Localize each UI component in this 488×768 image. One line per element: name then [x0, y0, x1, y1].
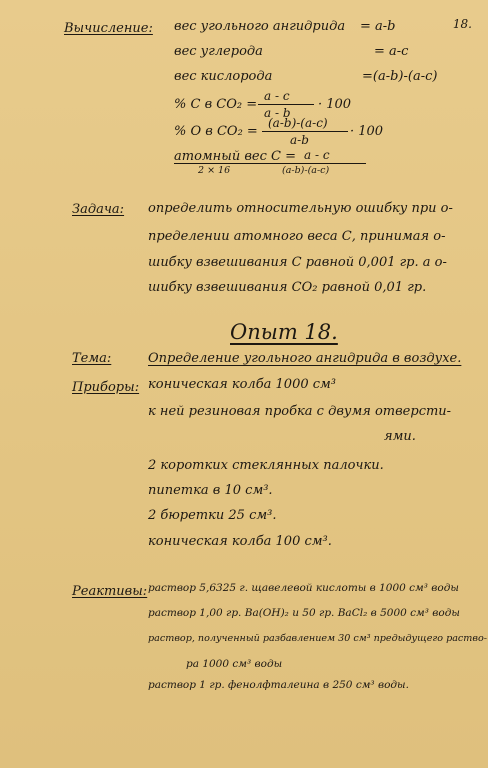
apparatus-label: Приборы:: [72, 380, 140, 395]
apparatus-line: ями.: [384, 429, 416, 444]
oxygen-weight-value: =(a-b)-(a-c): [362, 69, 438, 84]
oxygen-percent-numerator: (a-b)-(a-c): [268, 116, 328, 130]
oxygen-percent-lhs: % О в СО₂ =: [174, 124, 258, 139]
experiment-title: Опыт 18.: [230, 320, 338, 344]
co2-weight-value: = a-b: [360, 19, 396, 34]
carbon-weight-value: = a-c: [374, 44, 409, 59]
carbon-weight-label: вес углерода: [174, 44, 263, 59]
apparatus-line: 2 коротких стеклянных палочки.: [148, 458, 384, 473]
topic-text: Определение угольного ангидрида в воздухе.: [148, 351, 462, 366]
reagents-label: Реактивы:: [72, 584, 148, 599]
task-line: шибку взвешивания С равной 0,001 гр. а о-: [148, 255, 447, 270]
task-line: определить относительную ошибку при о-: [148, 201, 453, 216]
atomic-weight-numerator: a - c: [304, 148, 330, 162]
atomic-weight-lhs-denominator: 2 × 16: [198, 165, 231, 176]
carbon-percent-lhs: % С в СО₂ =: [174, 97, 258, 112]
topic-label: Тема:: [72, 351, 112, 366]
apparatus-line: коническая колба 100 см³.: [148, 534, 332, 549]
reagent-line: раствор 1 гр. фенолфталеина в 250 см³ воды.: [148, 679, 409, 691]
task-line: пределении атомного веса С, принимая о-: [148, 229, 446, 244]
carbon-percent-denominator: a - b: [264, 106, 291, 120]
carbon-percent-tail: · 100: [318, 97, 352, 112]
page-number: 18.: [452, 17, 472, 31]
fraction-bar: [280, 163, 366, 164]
atomic-weight-denominator: (a-b)-(a-c): [282, 165, 330, 176]
apparatus-line: к ней резиновая пробка с двумя отверсти-: [148, 404, 452, 419]
reagent-line: раствор 5,6325 г. щавелевой кислоты в 1000 см³ воды: [148, 582, 459, 594]
oxygen-percent-tail: · 100: [350, 124, 384, 139]
atomic-weight-lhs: атомный вес С =: [174, 149, 296, 164]
apparatus-line: 2 бюретки 25 см³.: [148, 508, 277, 523]
reagent-line: раствор, полученный разбавлением 30 см³ предыдущего раство-: [148, 633, 488, 644]
calculation-label: Вычисление:: [64, 21, 153, 36]
co2-weight-label: вес угольного ангидрида: [174, 19, 346, 34]
apparatus-line: коническая колба 1000 см³: [148, 377, 337, 392]
reagent-line: ра 1000 см³ воды: [186, 658, 283, 670]
task-line: шибку взвешивания СО₂ равной 0,01 гр.: [148, 280, 427, 295]
oxygen-weight-label: вес кислорода: [174, 69, 273, 84]
apparatus-line: пипетка в 10 см³.: [148, 483, 273, 498]
reagent-line: раствор 1,00 гр. Ba(OH)₂ и 50 гр. BaCl₂ в 5000 см³ воды: [148, 607, 460, 619]
carbon-percent-numerator: a - c: [264, 89, 290, 103]
task-label: Задача:: [72, 202, 125, 217]
fraction-bar: [262, 131, 348, 132]
oxygen-percent-denominator: a-b: [290, 133, 309, 147]
fraction-bar: [258, 104, 314, 105]
